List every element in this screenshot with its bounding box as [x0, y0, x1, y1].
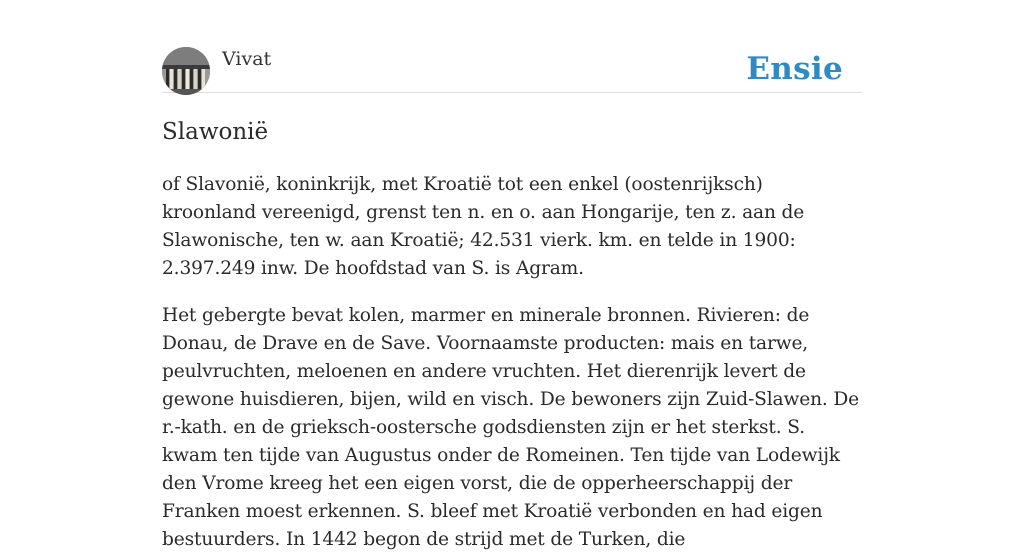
page-header	[162, 46, 862, 93]
article-paragraph: Het gebergte bevat kolen, marmer en minerale bronnen. Rivieren: de Donau, de Drave en de Save. Voornaamste producten: mais en tarwe, peulvruchten, meloenen en andere vruchten. Het dierenrijk levert de gewone huisdieren, bijen, wild en visch. De bewoners zijn Zuid-Slawen. De r.-kath. en de grieksch-oostersche godsdiensten zijn er het sterkst. S. kwam ten tijde van Augustus onder de Romeinen. Ten tijde van Lodewijk den Vrome kreeg het een eigen vorst, die de opperheerschappij der Franken moest erkennen. S. bleef met Kroatië verbonden en had eigen bestuurders. In 1442 begon de strijd met de Turken, die	[162, 305, 860, 550]
author-avatar[interactable]	[162, 47, 210, 95]
author-name[interactable]: Vivat	[222, 48, 272, 70]
article-title: Slawonië	[162, 119, 269, 145]
books-icon	[162, 47, 210, 95]
article-page	[162, 46, 862, 554]
article-paragraph: of Slavonië, koninkrijk, met Kroatië tot een enkel (oostenrijksch) kroonland vereenigd, grenst ten n. en o. aan Hongarije, ten z. aan de Slawonische, ten w. aan Kroatië; 42.531 vierk. km. en telde in 1900: 2.397.249 inw. De hoofdstad van S. is Agram.	[162, 174, 805, 279]
brand-logo[interactable]: Ensie	[746, 51, 843, 87]
